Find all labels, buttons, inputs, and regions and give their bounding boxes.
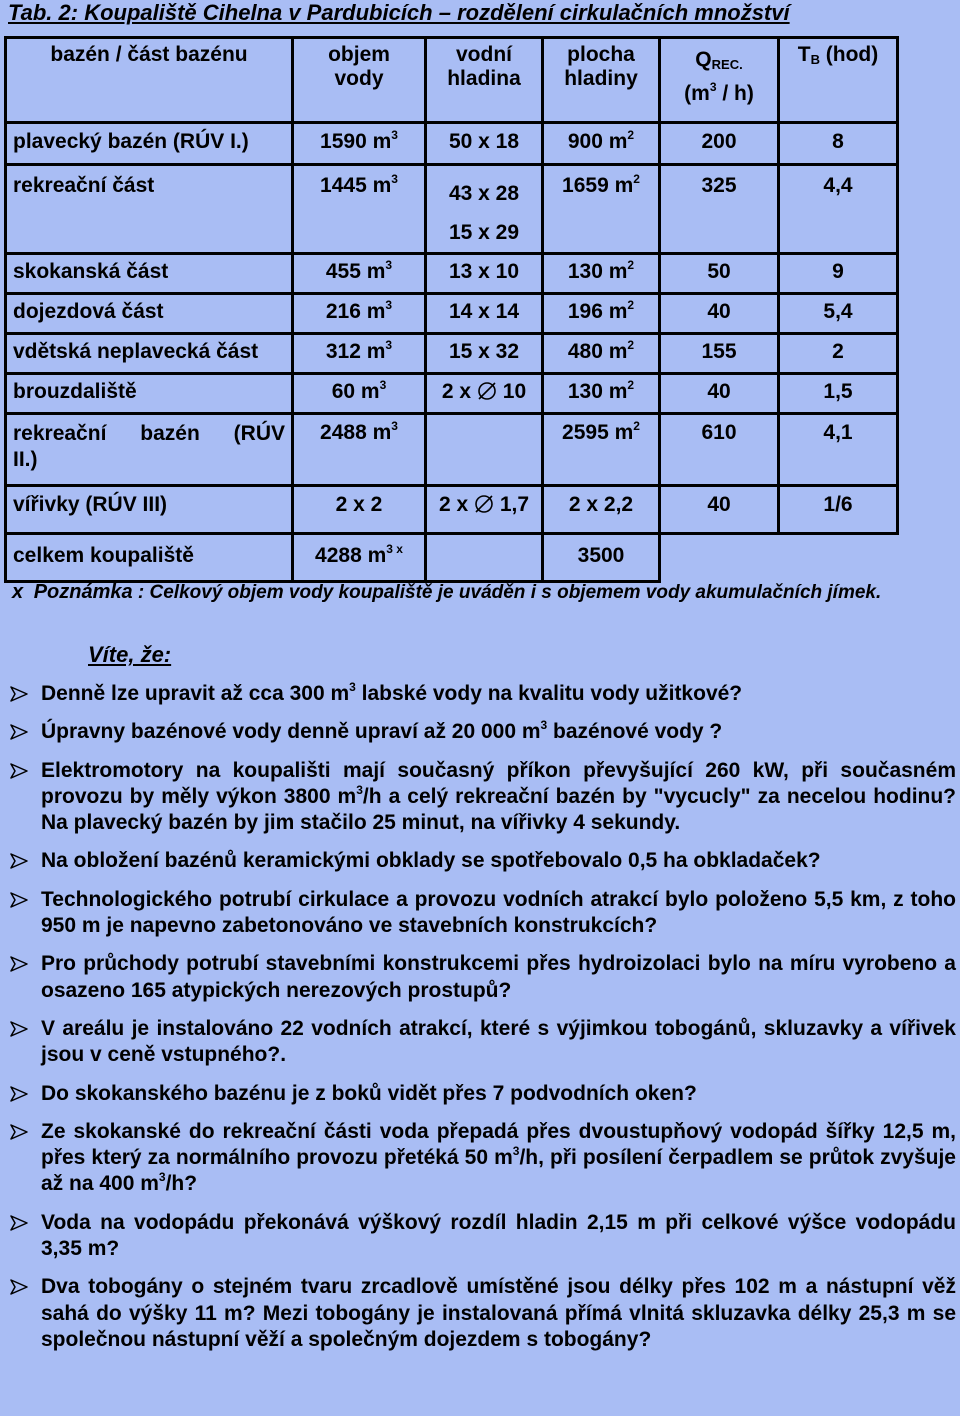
header-level: vodní hladina xyxy=(426,38,543,123)
list-item: Dva tobogány o stejném tvaru zrcadlově umístěné jsou délky přes 102 m a nástupní věž sahá do výšky 11 m? Mezi tobogány je instalovaná přímá vlnitá skluzavka délky 25,3 m se společnou nástupní věží a společným dojezdem s tobogány? xyxy=(0,1274,960,1353)
cell-volume: 2 x 2 xyxy=(293,486,426,534)
cell-name: vdětská neplavecká část xyxy=(6,334,293,374)
table-row-total xyxy=(6,534,898,582)
cell-q: 325 xyxy=(660,165,779,254)
arrow-bullet-icon xyxy=(10,686,28,702)
cell-area: 3500 xyxy=(543,534,660,582)
table-row xyxy=(6,334,898,374)
cell-name: dojezdová část xyxy=(6,294,293,334)
list-item: V areálu je instalováno 22 vodních atrakcí, které s výjimkou tobogánů, skluzavky a vířivek jsou v ceně vstupného?. xyxy=(0,1016,960,1069)
table-title: Tab. 2: Koupaliště Cihelna v Pardubicích – rozdělení cirkulačních množství xyxy=(8,0,790,25)
cell-volume: 1445 $m^3$ xyxy=(293,165,426,254)
cell-name: rekreační část xyxy=(6,165,293,254)
table-row xyxy=(6,254,898,294)
cell-t: 8 xyxy=(779,123,898,165)
cell-volume: 1590 $m^3$ xyxy=(293,123,426,165)
list-item: Elektromotory na koupališti mají současný příkon převyšující 260 kW, při současném provozu by měly výkon 3800 $m^3/h$ a celý rekreační bazén by "vycucly" za necelou hodinu? Na plavecký bazén by jim stačilo 25 minut, na vířivky 4 sekundy. xyxy=(0,758,960,837)
arrow-bullet-icon xyxy=(10,763,28,779)
cell-level xyxy=(426,534,543,582)
header-area: plocha hladiny xyxy=(543,38,660,123)
cell-name: brouzdaliště xyxy=(6,374,293,414)
list-item: Na obložení bazénů keramickými obklady se spotřebovalo 0,5 ha obkladaček? xyxy=(0,848,960,874)
header-volume: objem vody xyxy=(293,38,426,123)
cell-area: 1659 $m^2$ xyxy=(543,165,660,254)
arrow-bullet-icon xyxy=(10,956,28,972)
cell-q: 610 xyxy=(660,414,779,486)
note-marker: x xyxy=(12,581,24,603)
cell-q: 155 xyxy=(660,334,779,374)
table-row xyxy=(6,123,898,165)
table-header-row xyxy=(6,38,898,123)
cell-t: 1/6 xyxy=(779,486,898,534)
cell-area: 900 $m^2$ xyxy=(543,123,660,165)
list-item: Do skokanského bazénu je z boků vidět přes 7 podvodních oken? xyxy=(0,1081,960,1107)
cell-level: 2 x 10 xyxy=(426,374,543,414)
header-q: $Q_{REC.}$ $(m^3 / h)$ xyxy=(660,38,779,123)
cell-name: celkem koupaliště xyxy=(6,534,293,582)
cell-volume: 216 $m^3$ xyxy=(293,294,426,334)
list-item: Úpravny bazénové vody denně upraví až 20 000 $m^3$ bazénové vody ? xyxy=(0,719,960,745)
note-text: : Celkový objem vody koupaliště je uváděn i s objemem vody akumulačních jímek. xyxy=(137,582,882,603)
table-row xyxy=(6,294,898,334)
cell-area: 2 x 2,2 xyxy=(543,486,660,534)
arrow-bullet-icon xyxy=(10,1215,28,1231)
list-item: Pro průchody potrubí stavebními konstrukcemi přes hydroizolaci bylo na míru vyrobeno a osazeno 165 atypických nerezových prostupů? xyxy=(0,951,960,1004)
cell-level: 13 x 10 xyxy=(426,254,543,294)
cell-q: 40 xyxy=(660,486,779,534)
cell-q: 50 xyxy=(660,254,779,294)
cell-volume: 455 $m^3$ xyxy=(293,254,426,294)
arrow-bullet-icon xyxy=(10,1086,28,1102)
arrow-bullet-icon xyxy=(10,853,28,869)
cell-area: 130 $m^2$ xyxy=(543,254,660,294)
cell-t xyxy=(779,534,898,582)
cell-area: 2595 $m^2$ xyxy=(543,414,660,486)
cell-t: 1,5 xyxy=(779,374,898,414)
cell-q: 40 xyxy=(660,374,779,414)
cell-t: 5,4 xyxy=(779,294,898,334)
note-label: Poznámka xyxy=(33,581,133,603)
list-item: Ze skokanské do rekreační části voda přepadá přes dvoustupňový vodopád šířky 12,5 m, přes který za normálního provozu přetéká 50 $m^3/h$, při posílení čerpadlem se průtok zvyšuje až na 400 $m^3/h$? xyxy=(0,1119,960,1198)
arrow-bullet-icon xyxy=(10,892,28,908)
cell-q xyxy=(660,534,779,582)
table-row xyxy=(6,374,898,414)
table-row xyxy=(6,486,898,534)
circulation-table xyxy=(4,36,899,583)
cell-name: skokanská část xyxy=(6,254,293,294)
cell-volume: 2488 $m^3$ xyxy=(293,414,426,486)
list-item: Voda na vodopádu překonává výškový rozdíl hladin 2,15 m při celkové výšce vodopádu 3,35 m? xyxy=(0,1210,960,1263)
arrow-bullet-icon xyxy=(10,1124,28,1140)
cell-area: 196 $m^2$ xyxy=(543,294,660,334)
cell-name: plavecký bazén (RÚV I.) xyxy=(6,123,293,165)
list-item: Technologického potrubí cirkulace a provozu vodních atrakcí bylo položeno 5,5 km, z toho 950 m je napevno zabetonováno ve stavebních konstrukcích? xyxy=(0,887,960,940)
table-row xyxy=(6,165,898,254)
cell-level: 15 x 32 xyxy=(426,334,543,374)
cell-volume: 4288 $m^{3 x}$ xyxy=(293,534,426,582)
cell-level: 14 x 14 xyxy=(426,294,543,334)
facts-list xyxy=(0,681,960,1353)
cell-t: 4,1 xyxy=(779,414,898,486)
cell-area: 130 $m^2$ xyxy=(543,374,660,414)
did-you-know-heading: Víte, že: xyxy=(88,642,172,667)
diameter-icon xyxy=(474,494,494,514)
cell-t: 4,4 xyxy=(779,165,898,254)
cell-volume: 60 $m^3$ xyxy=(293,374,426,414)
arrow-bullet-icon xyxy=(10,1021,28,1037)
arrow-bullet-icon xyxy=(10,724,28,740)
cell-t: 9 xyxy=(779,254,898,294)
cell-level xyxy=(426,414,543,486)
table-note xyxy=(12,580,956,605)
cell-name: rekreační bazén (RÚV II.) xyxy=(6,414,293,486)
header-pool: bazén / část bazénu xyxy=(6,38,293,123)
cell-level: 43 x 28 15 x 29 xyxy=(426,165,543,254)
list-item: Denně lze upravit až cca 300 $m^3$ labské vody na kvalitu vody užitkové? xyxy=(0,681,960,707)
table-row xyxy=(6,414,898,486)
cell-q: 200 xyxy=(660,123,779,165)
cell-volume: 312 $m^3$ xyxy=(293,334,426,374)
header-t: $T_B$ (hod) xyxy=(779,38,898,123)
cell-q: 40 xyxy=(660,294,779,334)
cell-t: 2 xyxy=(779,334,898,374)
diameter-icon xyxy=(477,381,497,401)
cell-level: 50 x 18 xyxy=(426,123,543,165)
cell-level: 2 x 1,7 xyxy=(426,486,543,534)
arrow-bullet-icon xyxy=(10,1279,28,1295)
cell-area: 480 $m^2$ xyxy=(543,334,660,374)
cell-name: vířivky (RÚV III) xyxy=(6,486,293,534)
